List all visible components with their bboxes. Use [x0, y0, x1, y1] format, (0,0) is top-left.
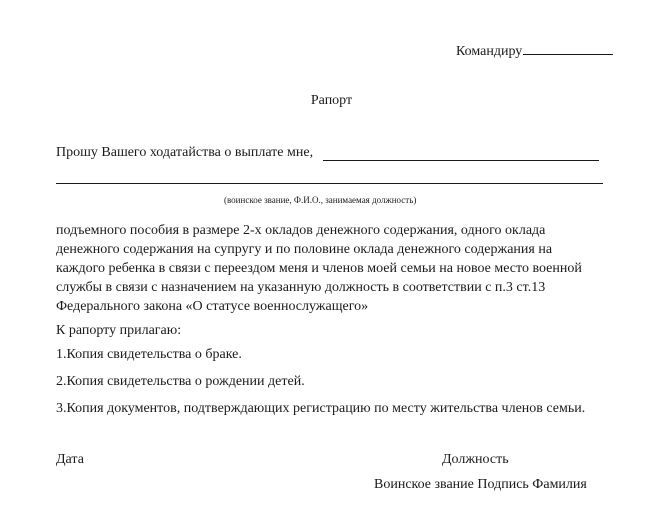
- signature-label: Воинское звание Подпись Фамилия: [374, 477, 587, 492]
- addressee-label: Командиру: [456, 44, 523, 59]
- applicant-caption: (воинское звание, Ф.И.О., занимаемая должность): [224, 195, 417, 205]
- addressee: [456, 40, 613, 60]
- document-title: Рапорт: [310, 93, 353, 108]
- attachment-item: 1.Копия свидетельства о браке.: [56, 347, 242, 362]
- body-line: денежного содержания на супругу и по половине оклада денежного содержания на: [56, 242, 553, 257]
- addressee-blank-line: [523, 40, 613, 55]
- body-line: подъемного пособия в размере 2-х окладов денежного содержания, одного оклада: [56, 223, 546, 238]
- attachments-title: К рапорту прилагаю:: [56, 323, 182, 338]
- applicant-blank-line: [323, 160, 599, 161]
- applicant-full-blank-line: [56, 183, 603, 184]
- date-label: Дата: [56, 452, 84, 467]
- attachment-item: 2.Копия свидетельства о рождении детей.: [56, 374, 305, 389]
- position-label: Должность: [442, 452, 509, 467]
- request-lead-text: Прошу Вашего ходатайства о выплате мне,: [56, 145, 314, 160]
- body-line: каждого ребенка в связи с переездом меня и членов моей семьи на новое место военной: [56, 261, 582, 276]
- attachment-item: 3.Копия документов, подтверждающих регистрацию по месту жительства членов семьи.: [56, 401, 586, 416]
- body-line: службы в связи с назначением на указанную должность в соответствии с п.3 ст.13: [56, 280, 546, 295]
- request-line: [56, 145, 313, 161]
- body-paragraph: [56, 221, 616, 316]
- body-line: Федерального закона «О статусе военнослужащего»: [56, 299, 369, 314]
